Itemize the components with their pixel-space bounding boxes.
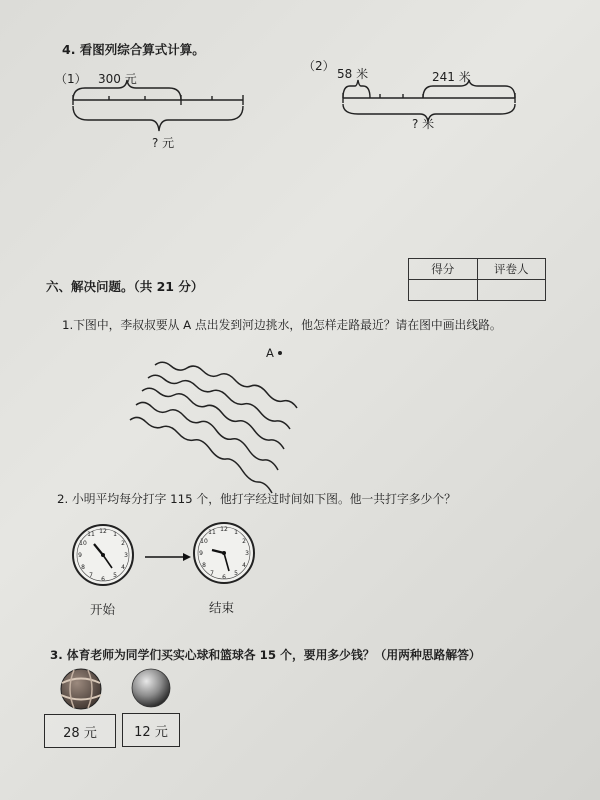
svg-text:10: 10 [79, 540, 87, 547]
q4-part2-label: （2） [303, 59, 335, 73]
svg-text:7: 7 [89, 572, 93, 579]
q2-text: 2. 小明平均每分打字 115 个，他打字经过时间如下图。他一共打字多少个？ [57, 492, 456, 506]
point-a-dot [278, 351, 282, 355]
score-header: 得分 [409, 259, 478, 280]
q4-part1-label: （1） [55, 72, 87, 86]
svg-text:8: 8 [202, 562, 206, 569]
svg-text:7: 7 [210, 570, 214, 577]
q4-part2-bottom-brace [343, 104, 515, 122]
q4-part2-right-label: 241 米 [432, 70, 471, 84]
svg-text:1: 1 [234, 529, 238, 536]
grader-header: 评卷人 [477, 259, 546, 280]
svg-text:11: 11 [87, 531, 95, 538]
point-a-label: A [266, 346, 274, 360]
start-label: 开始 [90, 602, 116, 617]
q4-part2-bottom-label: ? 米 [412, 117, 435, 131]
price-box-basketball: 12 元 [122, 713, 180, 747]
svg-text:2: 2 [242, 538, 246, 545]
svg-text:4: 4 [121, 564, 125, 571]
score-table [408, 258, 546, 301]
svg-text:9: 9 [199, 550, 203, 557]
q4-title: 4. 看图列综合算式计算。 [62, 42, 205, 57]
svg-text:9: 9 [78, 552, 82, 559]
svg-text:2: 2 [121, 540, 125, 547]
svg-text:5: 5 [234, 570, 238, 577]
svg-text:12: 12 [99, 528, 107, 535]
q4-part2-right-brace [423, 80, 515, 98]
svg-text:1: 1 [113, 531, 117, 538]
q4-part1-top-brace [73, 80, 181, 100]
svg-text:6: 6 [101, 576, 105, 583]
medicine-ball-icon [61, 669, 101, 709]
svg-text:11: 11 [208, 529, 216, 536]
svg-text:4: 4 [242, 562, 246, 569]
svg-text:3: 3 [245, 550, 249, 557]
score-cell[interactable] [409, 280, 478, 301]
end-clock [194, 523, 254, 583]
basketball-icon [132, 669, 170, 707]
river-lines [130, 362, 297, 493]
q3-text: 3. 体育老师为同学们买实心球和篮球各 15 个，要用多少钱？（用两种思路解答） [50, 648, 481, 662]
svg-text:5: 5 [113, 572, 117, 579]
q4-part2-left-brace [343, 80, 370, 98]
q4-part1-bottom-label: ? 元 [152, 136, 175, 150]
q4-part2-left-label: 58 米 [337, 67, 369, 81]
q4-part1-bottom-brace [73, 106, 243, 131]
svg-text:12: 12 [220, 526, 228, 533]
svg-text:10: 10 [200, 538, 208, 545]
grader-cell[interactable] [477, 280, 546, 301]
end-label: 结束 [209, 600, 235, 615]
price-box-medicine-ball: 28 元 [44, 714, 116, 748]
svg-text:8: 8 [81, 564, 85, 571]
svg-text:3: 3 [124, 552, 128, 559]
q4-part1-top-label: 300 元 [98, 72, 137, 86]
section6-title: 六、解决问题。（共 21 分） [46, 279, 204, 294]
q1-text: 1.下图中，李叔叔要从 A 点出发到河边挑水，他怎样走路最近？请在图中画出线路。 [62, 318, 502, 332]
svg-text:6: 6 [222, 574, 226, 581]
arrow-icon [145, 553, 191, 561]
start-clock [73, 525, 133, 585]
